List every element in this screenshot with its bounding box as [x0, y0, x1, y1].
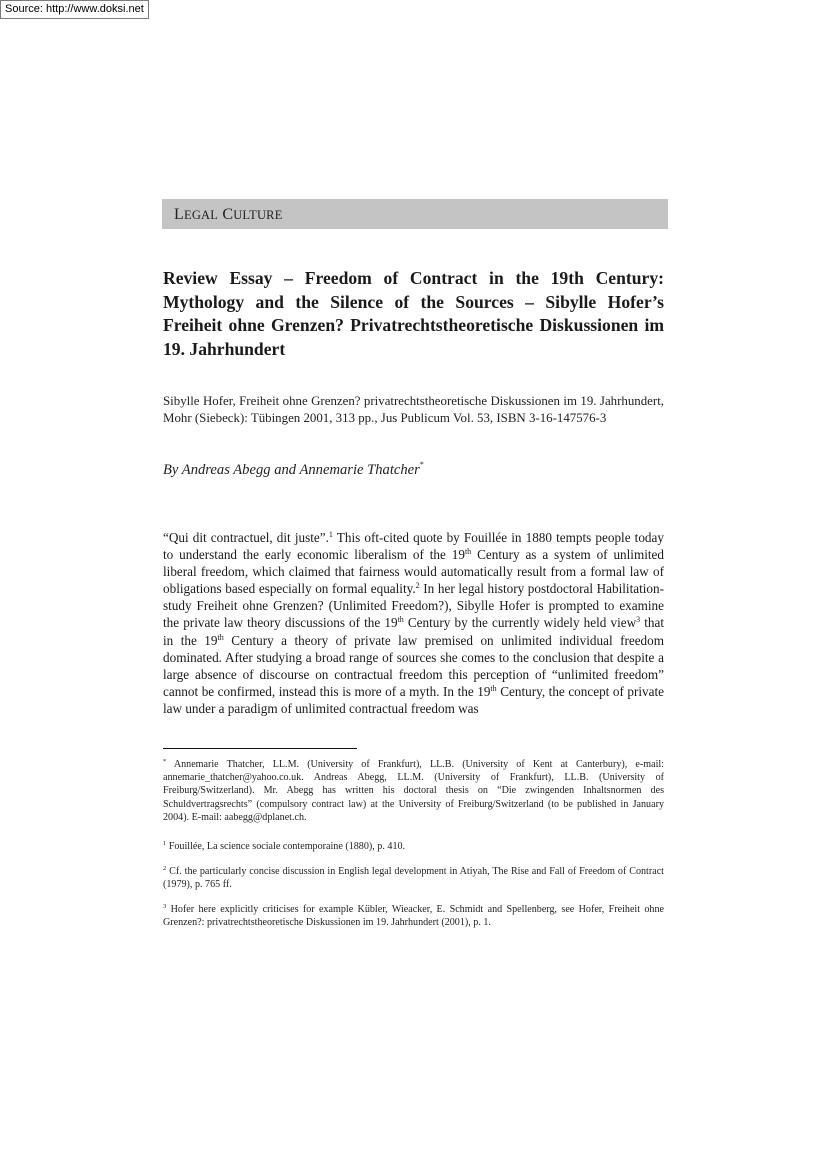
section-heading	[174, 206, 283, 224]
body-text-segment: Century as a system of unlimited liberal freedom, which claimed that fairness would automatically result from a formal law of obligations based especially on formal equality.	[163, 547, 664, 597]
footnote-3	[163, 903, 664, 929]
body-text-segment: Century by the currently widely held view	[403, 615, 637, 631]
ordinal-suffix: th	[217, 632, 224, 642]
body-text-segment: that in the 19	[163, 615, 665, 648]
section-smallcaps-ulture: ULTURE	[233, 208, 283, 222]
footnote-2	[163, 865, 664, 891]
ordinal-suffix: th	[490, 683, 497, 693]
body-text-segment: This oft-cited quote by Fouillée in 1880 tempts people today to understand the early economic liberalism of the 19	[163, 530, 664, 563]
body-text-segment: Century, the concept of private law under a paradigm of unlimited contractual freedom was	[163, 683, 665, 716]
book-citation: Sibylle Hofer, Freiheit ohne Grenzen? privatrechtstheoretische Diskussionen im 19. Jahrhundert, Mohr (Siebeck): Tübingen 2001, 313 pp., Jus Publicum Vol. 53, ISBN 3-16-147576-3	[163, 394, 664, 426]
source-label: Source: http://www.doksi.net	[0, 0, 149, 19]
authors-footnote-mark: *	[419, 460, 424, 469]
body-text-segment: “Qui dit contractuel, dit juste”.	[163, 530, 329, 545]
footnote-1	[163, 840, 664, 853]
footnote-text: Cf. the particularly concise discussion in English legal development in Atiyah, The Rise and Fall of Freedom of Contract (1979), p. 765 ff.	[163, 866, 664, 891]
section-initial-l: L	[174, 206, 184, 223]
authors-text: By Andreas Abegg and Annemarie Thatcher	[163, 462, 420, 478]
footnote-ref: 2	[415, 581, 420, 591]
footnote-separator	[163, 748, 357, 749]
footnote-text: Annemarie Thatcher, LL.M. (University of Frankfurt), LL.B. (University of Kent at Canterbury), e-mail: annemarie_thatcher@yahoo.co.uk. Andreas Abegg, LL.M. (University of Frankfurt), LL.B. (University of Freiburg/Switzerland). Mr. Abegg has written his doctoral thesis on “Die zwingenden Inhaltsnormen des Schuldvertragsrechts” (compulsory contract law) at the University of Freiburg/Switzerland (to be published in January 2004). E-mail: aabegg@dplanet.ch.	[163, 759, 664, 823]
section-smallcaps-egal: EGAL	[183, 208, 219, 222]
ordinal-suffix: th	[397, 615, 404, 625]
ordinal-suffix: th	[464, 547, 472, 557]
footnote-mark: 3	[163, 903, 167, 910]
footnote-text: Fouillée, La science sociale contemporaine (1880), p. 410.	[166, 841, 406, 852]
section-initial-c: C	[222, 206, 234, 223]
authors-line	[163, 460, 664, 479]
body-text-segment: Century a theory of private law premised on unlimited individual freedom dominated. After studying a broad range of sources she comes to the conclusion that despite a large absence of discourse on contractual freedom this perception of “unlimited freedom” cannot be confirmed, instead this is more of a myth. In the 19	[163, 632, 665, 699]
article-title: Review Essay – Freedom of Contract in the 19th Century: Mythology and the Silence of the Sources – Sibylle Hofer’s Freiheit ohne Grenzen? Privatrechtstheoretische Diskussionen im 19. Jahrhundert	[163, 268, 664, 359]
section-banner	[162, 199, 668, 229]
footnote-ref: 1	[328, 530, 333, 539]
footnote-mark: 2	[163, 865, 167, 872]
body-text-segment: In her legal history postdoctoral Habilitation-study Freiheit ohne Grenzen? (Unlimited Freedom?), Sibylle Hofer is prompted to examine the private law theory discussions of the 19	[163, 581, 664, 631]
body-paragraph	[163, 529, 664, 717]
footnote-text: Hofer here explicitly criticises for example Kübler, Wieacker, E. Schmidt and Spellenberg, see Hofer, Freiheit ohne Grenzen?: privatrechtstheoretische Diskussionen im 19. Jahrhundert (2001), p. 1.	[163, 904, 664, 929]
footnote-author	[163, 758, 664, 824]
footnote-mark: *	[163, 758, 167, 765]
footnote-mark: 1	[163, 840, 167, 847]
footnote-ref: 3	[636, 615, 641, 625]
